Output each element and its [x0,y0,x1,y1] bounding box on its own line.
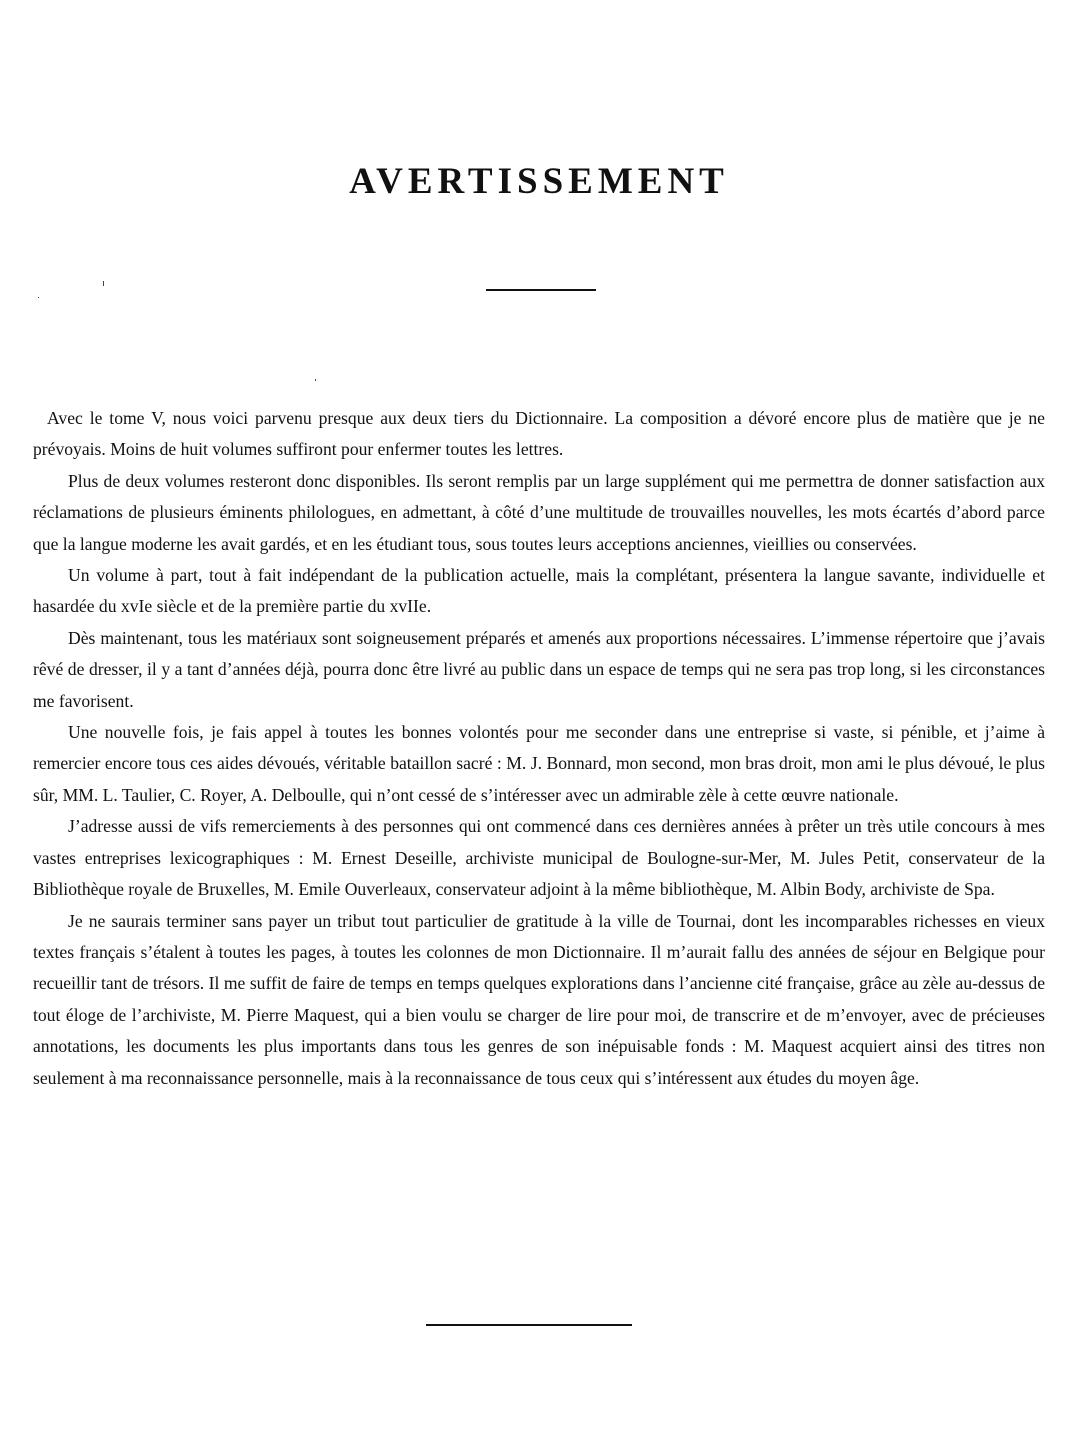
scan-speck [315,379,316,381]
paragraph: Dès maintenant, tous les matériaux sont soigneusement préparés et amenés aux proportions nécessaires. L’immense répertoire que j’avais rêvé de dresser, il y a tant d’années déjà, pourra donc être livré au public dans un espace de temps qui ne sera pas trop long, si les circonstances me favorisent. [33,627,1045,711]
page-title: AVERTISSEMENT [349,161,729,202]
paragraph: Avec le tome V, nous voici parvenu presque aux deux tiers du Dictionnaire. La composition a dévoré encore plus de matière que je ne prévoyais. Moins de huit volumes suffiront pour enfermer toutes les lettres. [33,408,1045,460]
body-text [33,403,1045,1094]
paragraph: J’adresse aussi de vifs remerciements à des personnes qui ont commencé dans ces dernières années à prêter un très utile concours à mes vastes entreprises lexicographiques : M. Ernest Deseille, archiviste municipal de Boulogne-sur-Mer, M. Jules Petit, conservateur de la Bibliothèque royale de Bruxelles, M. Emile Ouverleaux, conservateur adjoint à la même bibliothèque, M. Albin Body, archiviste de Spa. [33,816,1045,900]
paragraph: Une nouvelle fois, je fais appel à toutes les bonnes volontés pour me seconder dans une entreprise si vaste, si pénible, et j’aime à remercier encore tous ces aides dévoués, véritable bataillon sacré : M. J. Bonnard, mon second, mon bras droit, mon ami le plus dévoué, le plus sûr, MM. L. Taulier, C. Royer, A. Delboulle, qui n’ont cessé de s’intéresser avec un admirable zèle à cette œuvre nationale. [33,722,1045,805]
title-rule [486,289,596,291]
scan-speck [103,281,104,286]
paragraph: Je ne saurais terminer sans payer un tribut tout particulier de gratitude à la ville de Tournai, dont les incomparables richesses en vieux textes français s’étalent à toutes les pages, à toutes les colonnes de mon Dictionnaire. Il m’aurait fallu des années de séjour en Belgique pour recueillir tant de trésors. Il me suffit de faire de temps en temps quelques explorations dans l’ancienne cité française, grâce au zèle au-dessus de tout éloge de l’archiviste, M. Pierre Maquest, qui a bien voulu se charger de lire pour moi, de transcrire et de m’envoyer, avec de précieuses annotations, les documents les plus importants dans tous les genres de son inépuisable fonds : M. Maquest acquiert ainsi des titres non seulement à ma reconnaissance personnelle, mais à la reconnaissance de tous ceux qui s’intéressent aux études du moyen âge. [33,910,1045,1088]
paragraph: Plus de deux volumes resteront donc disponibles. Ils seront remplis par un large supplément qui me permettra de donner satisfaction aux réclamations de plusieurs éminents philologues, en admettant, à côté d’une multitude de trouvailles nouvelles, les mots écartés d’abord parce que la langue moderne les avait gardés, et en les étudiant tous, sous toutes leurs acceptions anciennes, vieillies ou conservées. [33,470,1045,554]
scan-speck [38,297,39,298]
closing-rule [426,1324,632,1326]
paragraph: Un volume à part, tout à fait indépendant de la publication actuelle, mais la complétant, présentera la langue savante, individuelle et hasardée du xvIe siècle et de la première partie du xvIIe. [33,565,1045,617]
